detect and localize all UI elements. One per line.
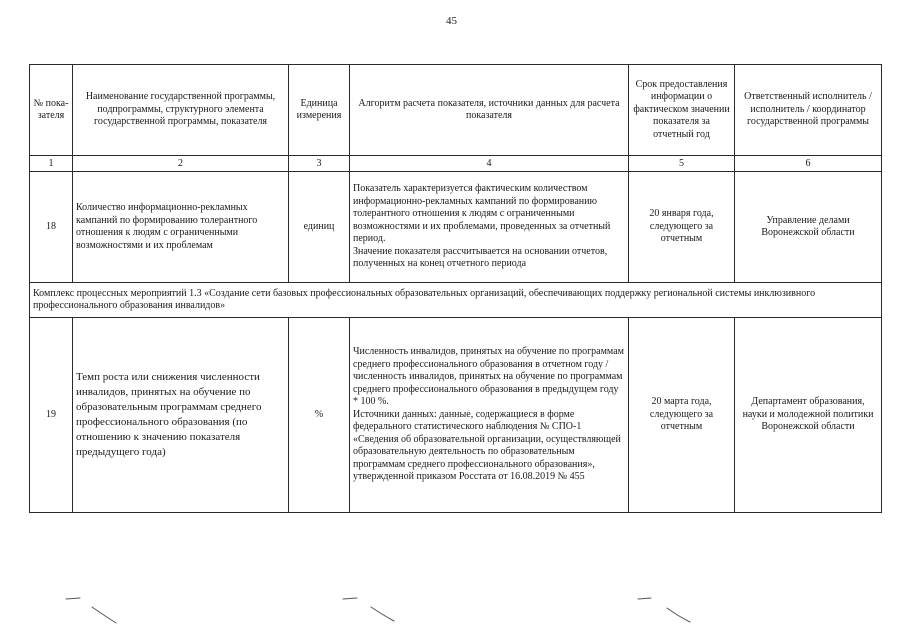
header-deadline: Срок предоставления информации о фактическом значении показателя за отчетный год: [629, 65, 735, 156]
header-row: [30, 65, 882, 156]
page-number: 45: [446, 15, 457, 27]
header-algorithm: Алгоритм расчета показателя, источники данных для расчета показателя: [350, 65, 629, 156]
row-number: 18: [30, 172, 73, 283]
column-numbers-row: [30, 156, 882, 172]
unit-cell: %: [289, 318, 350, 513]
responsible-cell: Департамент образования, науки и молодежной политики Воронежской области: [735, 318, 882, 513]
algorithm-cell: Показатель характеризуется фактическим количеством информационно-рекламных кампаний по формированию толерантного отношения к людям с ограниченными возможностями и их проблемами, проведенных за отчетный период. Значение показателя рассчитывается на основании отчетов, полученных на конец отчетного периода: [350, 172, 629, 283]
column-number: 6: [735, 156, 882, 172]
indicators-table: [29, 64, 882, 513]
header-unit: Единица измерения: [289, 65, 350, 156]
column-number: 4: [350, 156, 629, 172]
algorithm-cell: Численность инвалидов, принятых на обучение по программам среднего профессионального образования в отчетном году / численность инвалидов, принятых на обучение по программам среднего профессионального образования в предыдущем году * 100 %. Источники данных: данные, содержащиеся в форме федерального статистического наблюдения № СПО-1 «Сведения об образовательной организации, осуществляющей образовательную деятельность по образовательным программам среднего профессионального образования», утвержденной приказом Росстата от 16.08.2019 № 455: [350, 318, 629, 513]
column-number: 5: [629, 156, 735, 172]
table-row: [30, 172, 882, 283]
process-complex-title: Комплекс процессных мероприятий 1.3 «Создание сети базовых профессиональных образовательных организаций, обеспечивающих поддержку региональной системы инклюзивного профессионального образования инвалидов»: [30, 283, 882, 318]
column-number: 2: [73, 156, 289, 172]
column-number: 1: [30, 156, 73, 172]
deadline-cell: 20 марта года, следующего за отчетным: [629, 318, 735, 513]
deadline-cell: 20 января года, следующего за отчетным: [629, 172, 735, 283]
header-responsible: Ответственный исполнитель / исполнитель / координатор государственной программы: [735, 65, 882, 156]
responsible-cell: Управление делами Воронежской области: [735, 172, 882, 283]
table-row: [30, 318, 882, 513]
indicator-name: Темп роста или снижения численности инвалидов, принятых на обучение по образовательным программам среднего профессионального образования (по отношению к значению показателя предыдущего года): [73, 318, 289, 513]
column-number: 3: [289, 156, 350, 172]
unit-cell: единиц: [289, 172, 350, 283]
header-indicator-number: № пока- зателя: [30, 65, 73, 156]
indicator-name: Количество информационно-рекламных кампаний по формированию толерантного отношения к людям с ограниченными возможностями и их проблемам: [73, 172, 289, 283]
scan-artifact-marks: [0, 590, 903, 630]
header-name: Наименование государственной программы, подпрограммы, структурного элемента государственной программы, показателя: [73, 65, 289, 156]
section-row: [30, 283, 882, 318]
row-number: 19: [30, 318, 73, 513]
